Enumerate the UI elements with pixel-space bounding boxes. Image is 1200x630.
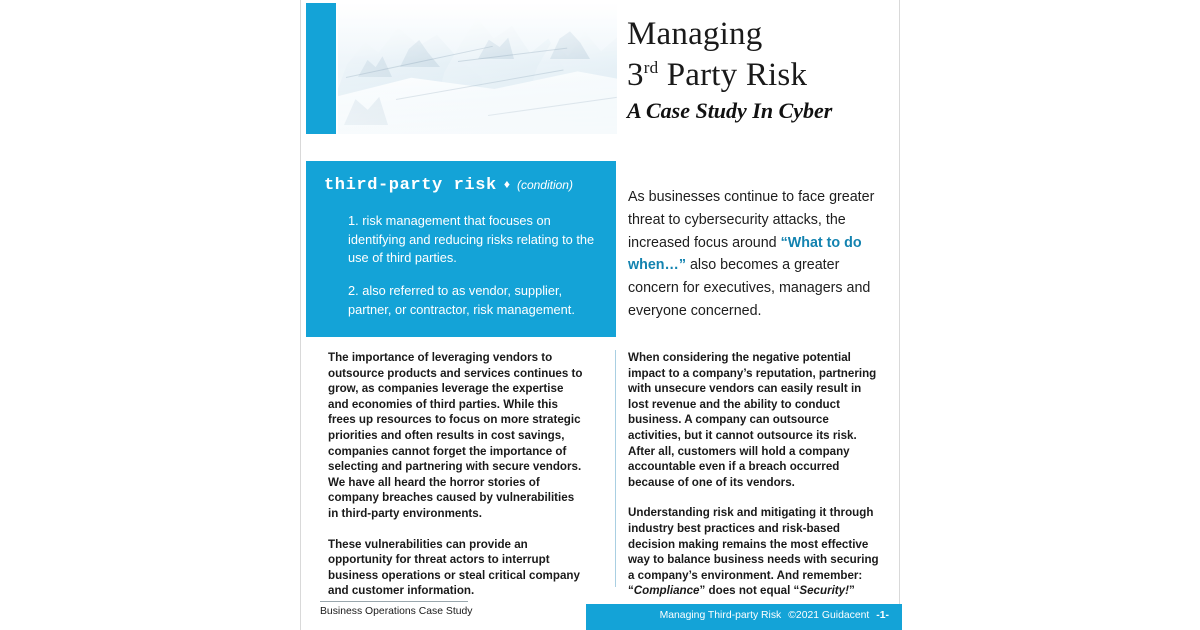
body-column-left — [328, 350, 583, 599]
body-paragraph-closing — [628, 505, 881, 599]
closing-italic-security: Security! — [799, 584, 849, 598]
body-column-right — [628, 350, 881, 599]
title-block — [627, 14, 895, 125]
definition-part-of-speech: (condition) — [516, 178, 573, 192]
definition-sense-2: 2. also referred to as vendor, supplier, partner, or contractor, risk management. — [348, 283, 575, 317]
header-mountain-photo — [338, 3, 617, 134]
title-ordinal-suffix: rd — [643, 58, 659, 77]
intro-paragraph — [628, 186, 878, 323]
closing-text-2: ” does not equal “ — [699, 584, 800, 598]
body-paragraph: When considering the negative potential impact to a company’s reputation, partnering with unsecure vendors can easily result in lost revenue and the ability to conduct business. A company can outsource activities, but it cannot outsource its risk. After all, customers will hold a company accountable even if a breach occurred because of one of its vendors. — [628, 351, 877, 489]
document-page — [300, 0, 900, 630]
column-divider — [615, 350, 616, 587]
footer-document-title: Managing Third-party Risk — [659, 610, 782, 621]
intro-text-after: also becomes a greater concern for executives, managers and everyone concerned. — [628, 257, 871, 319]
intro-highlight-phrase: “What to do when…” — [628, 234, 862, 274]
footer-bar-text — [660, 610, 889, 621]
closing-text-1: Understanding risk and mitigating it through industry best practices and risk-based decision making remains the most effective way to balance business needs with securing a company’s environment. And remember: “ — [628, 506, 879, 598]
page-subtitle: A Case Study In Cyber — [627, 98, 833, 123]
footer-series-label: Business Operations Case Study — [320, 606, 473, 617]
title-ordinal-number: 3 — [627, 57, 644, 93]
footer-rule — [320, 601, 468, 602]
closing-italic-compliance: Compliance — [633, 584, 700, 598]
page-title-line-2 — [627, 55, 895, 96]
page-title-line-1: Managing — [627, 16, 763, 52]
definition-sense-1: 1. risk management that focuses on identifying and reducing risks relating to the use of third parties. — [348, 213, 595, 265]
title-remainder: Party Risk — [658, 57, 808, 93]
closing-text-3: ” — [848, 584, 855, 598]
document-header — [301, 0, 901, 140]
body-paragraph: These vulnerabilities can provide an opportunity for threat actors to interrupt business operations or steal critical company and customer information. — [328, 537, 580, 598]
body-paragraph: The importance of leveraging vendors to outsource products and services continues to grow, as companies leverage the expertise and economies of third parties. While this frees up resources to focus on more strategic priorities and often results in cost savings, companies cannot forget the importance of selecting and partnering with secure vendors. We have all heard the horror stories of company breaches caused by vulnerabilities in third-party environments. — [328, 351, 583, 520]
definition-term: third-party risk — [324, 176, 497, 195]
footer-copyright: ©2021 Guidacent — [788, 610, 870, 621]
definition-term-row — [324, 176, 573, 195]
footer-page-number: -1- — [876, 610, 889, 621]
photo-fade-overlay — [338, 3, 617, 134]
diamond-icon: ♦ — [503, 177, 510, 191]
definition-callout-box — [306, 161, 616, 337]
header-accent-bar — [306, 3, 336, 134]
intro-text-before: As businesses continue to face greater threat to cybersecurity attacks, the increased focus around — [628, 189, 875, 251]
footer-bar — [586, 604, 902, 630]
